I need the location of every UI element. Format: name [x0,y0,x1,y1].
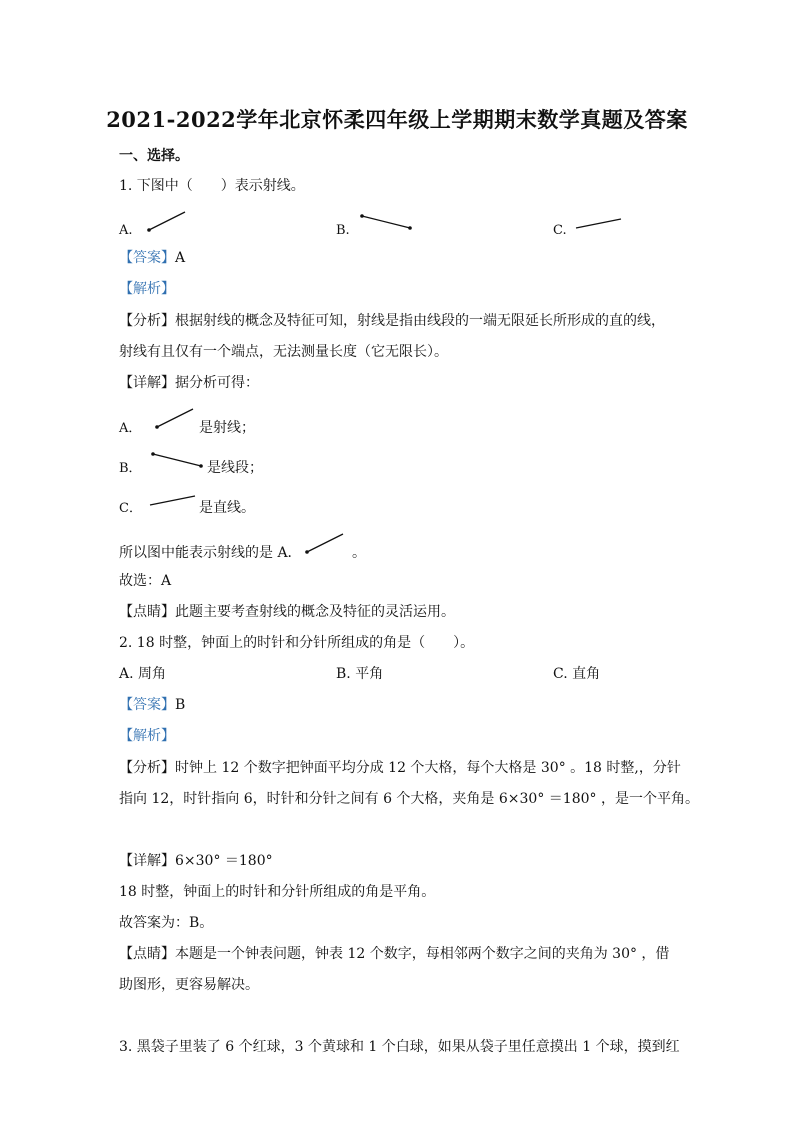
detail-a-text: 是射线； [199,420,255,436]
q1-fenxi-1 [119,311,665,331]
section-heading: 一、选择。 [119,148,189,164]
dianjing-text: 此题主要考查射线的概念及特征的灵活运用。 [175,604,455,620]
q1-answer [119,248,185,268]
q1-xiangjie [119,373,259,393]
detail-c-text: 是直线。 [199,500,255,516]
q1-conclusion-post: 。 [352,545,366,561]
fenxi-tag: 【分析】 [119,760,175,776]
answer-value: B [175,697,186,713]
detail-b-segment [151,452,203,468]
detail-b-label: B． [119,461,142,476]
xiangjie-text: 6×30° ＝180° [175,853,273,869]
q1-stem: 1. 下图中（ ）表示射线。 [119,178,305,194]
dianjing-tag: 【点睛】 [119,604,175,620]
q2-answer [119,695,185,715]
answer-tag: 【答案】 [119,697,175,713]
q1-dianjing [119,602,455,622]
q1-analysis-tag: 【解析】 [119,281,175,297]
q1-conclusion-pre: 所以图中能表示射线的是 A． [119,545,302,561]
q2-fenxi-2: 指向 12，时针指向 6，时针和分针之间有 6 个大格，夹角是 6×30° ＝180° ，是一个平角。 [119,791,699,807]
dianjing-text: 本题是一个钟表问题，钟表 12 个数字，每相邻两个数字之间的夹角为 30° ，借 [175,946,670,962]
detail-c-label: C． [119,501,142,516]
q3-stem: 3. 黑袋子里装了 6 个红球，3 个黄球和 1 个白球，如果从袋子里任意摸出 1 个球，摸到红 [119,1039,680,1055]
q1-option-c-line [576,219,621,228]
q1-option-b-segment [360,214,412,230]
dianjing-tag: 【点睛】 [119,946,175,962]
q2-option-c: C. 直角 [553,666,601,682]
q1-option-a-ray [147,212,185,232]
answer-tag: 【答案】 [119,250,175,266]
q2-option-b: B. 平角 [336,666,384,682]
detail-c-line [150,496,195,505]
q2-stem: 2. 18 时整，钟面上的时针和分针所组成的角是（ ）。 [119,635,475,651]
q2-detail-1: 18 时整，钟面上的时针和分针所组成的角是平角。 [119,884,436,900]
fenxi-text: 时钟上 12 个数字把钟面平均分成 12 个大格，每个大格是 30° 。18 时整,，分针 [175,760,681,776]
xiangjie-tag: 【详解】 [119,375,175,391]
detail-a-label: A． [119,421,142,436]
q1-option-a-label: A. [119,223,133,238]
q2-choose: 故答案为：B。 [119,915,214,931]
q1-fenxi-2: 射线有且仅有一个端点，无法测量长度（它无限长）。 [119,344,448,360]
q2-xiangjie [119,851,273,871]
fenxi-text: 根据射线的概念及特征可知，射线是指由线段的一端无限延长所形成的直的线， [175,313,665,329]
detail-b-text: 是线段； [207,460,263,476]
q2-dianjing-1 [119,944,669,964]
q2-option-a: A. 周角 [119,666,167,682]
xiangjie-tag: 【详解】 [119,853,175,869]
q1-option-b-label: B. [336,223,350,238]
q2-analysis-tag: 【解析】 [119,728,175,744]
fenxi-tag: 【分析】 [119,313,175,329]
q2-fenxi-1 [119,758,681,778]
answer-value: A [175,250,186,266]
detail-a-ray [155,409,193,429]
xiangjie-text: 据分析可得： [175,375,259,391]
conclusion-ray [305,534,343,554]
q1-option-c-label: C. [553,223,567,238]
q2-dianjing-2: 助图形，更容易解决。 [119,977,259,993]
page-title: 2021-2022学年北京怀柔四年级上学期期末数学真题及答案 [106,107,688,132]
q1-choose: 故选：A [119,573,172,589]
